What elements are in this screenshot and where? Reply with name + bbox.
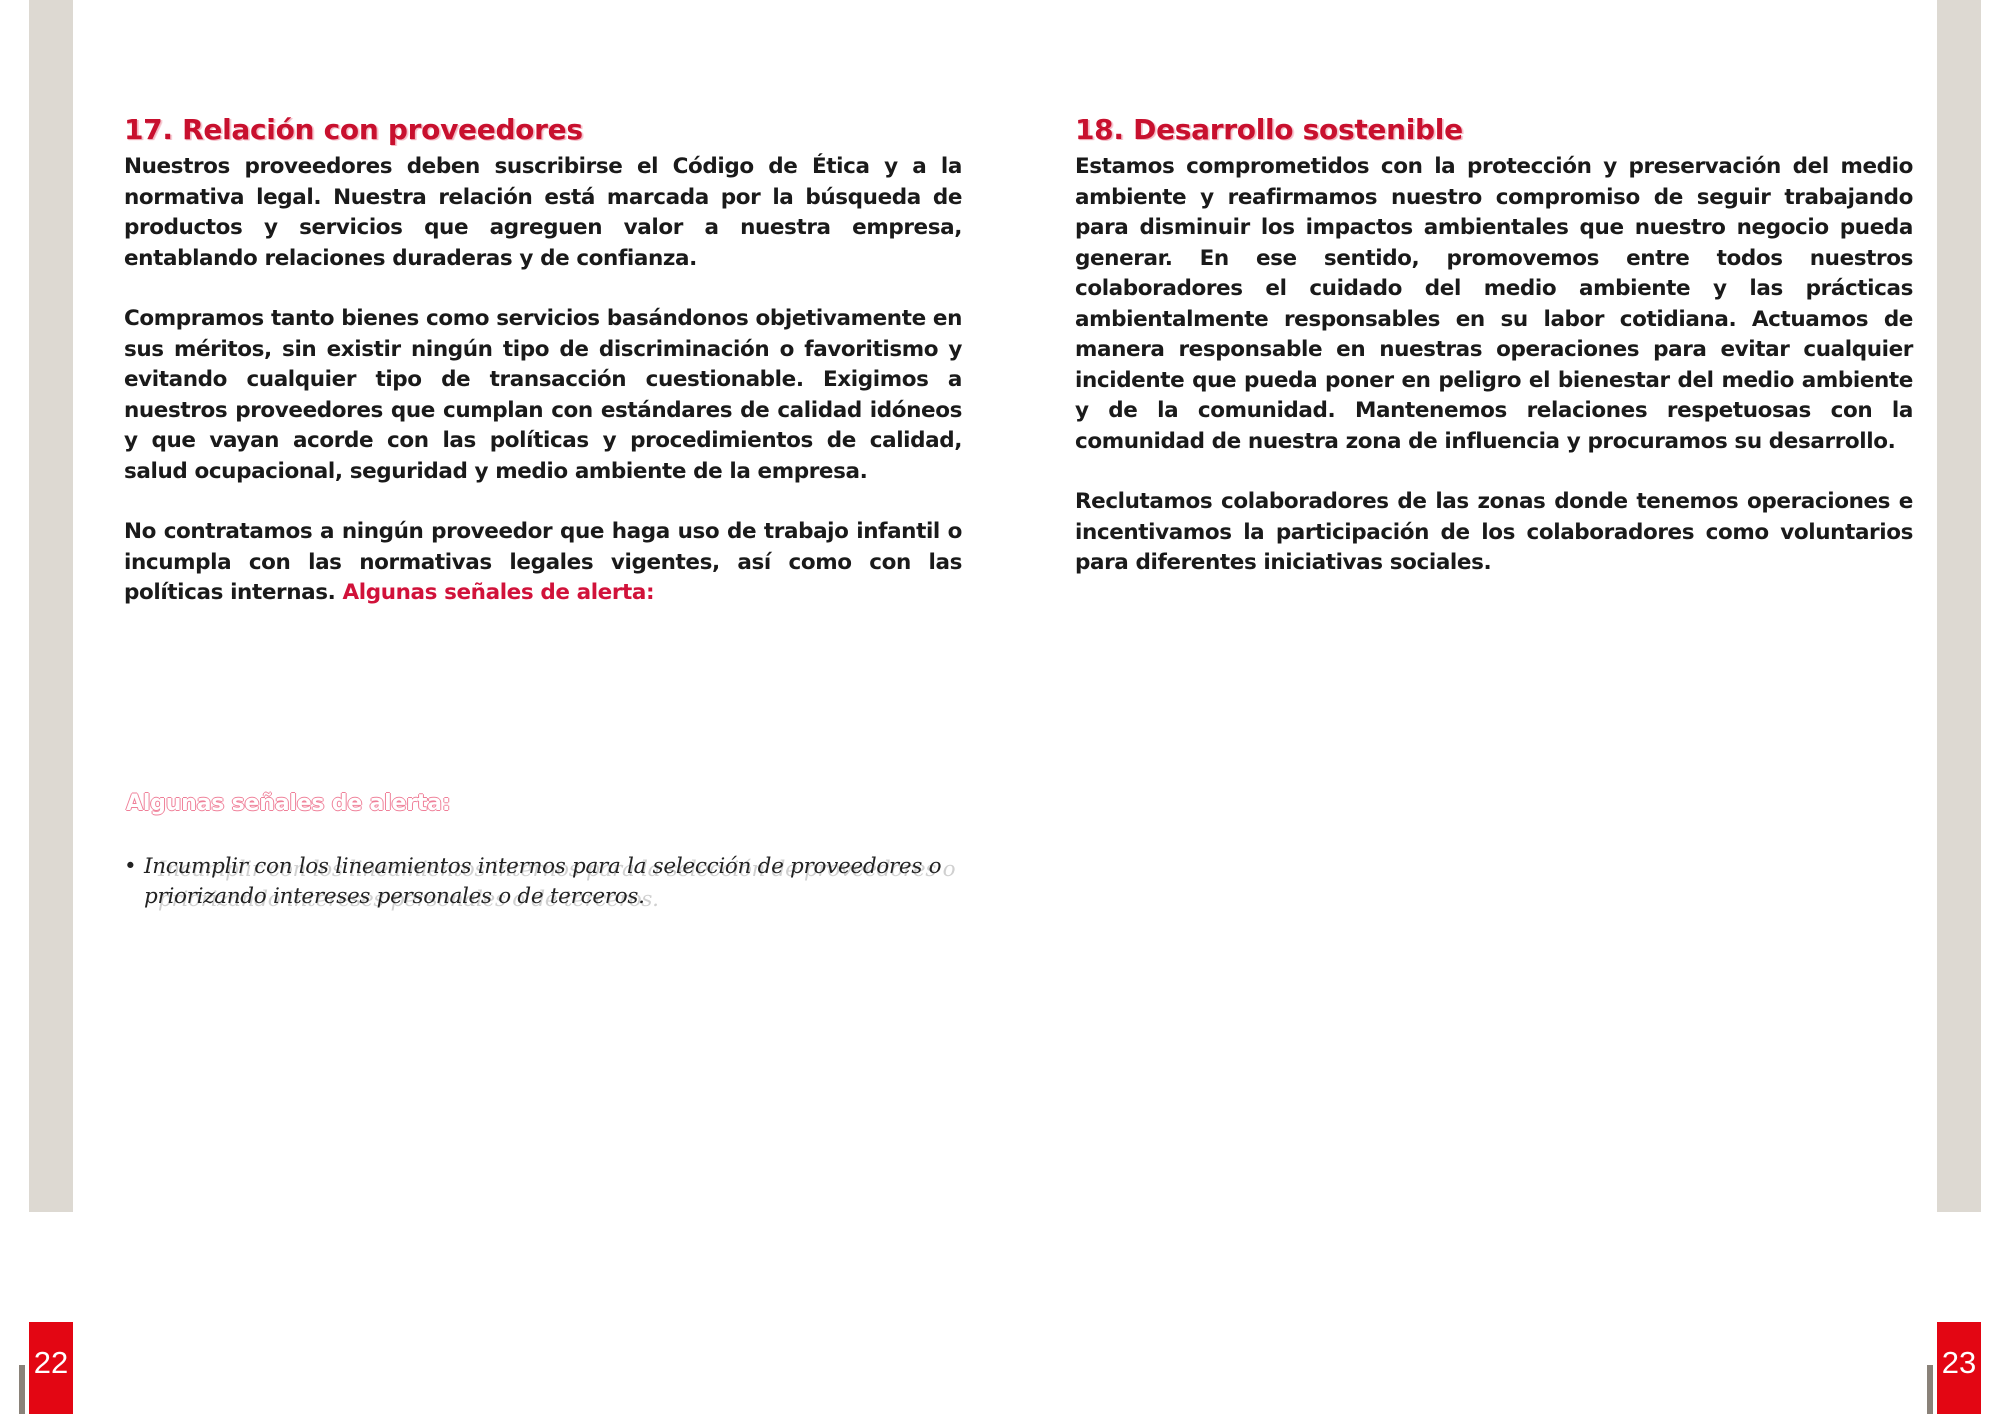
page-number-marker: [1927, 1365, 1933, 1414]
paragraph-text: No contratamos a ningún proveedor que haga uso de trabajo infantil o incumpla con las normativas legales vigentes, así como con las políticas internas.: [124, 519, 962, 605]
page-number-right: 23: [1937, 1322, 1981, 1414]
bullet-text: Incumplir con los lineamientos internos para la selección de proveedores o priorizando intereses personales o de terceros.: [144, 854, 942, 909]
list-item: [124, 852, 944, 912]
right-page-column: [1075, 112, 1913, 609]
section-title-relacion-proveedores: 17. Relación con proveedores: [124, 113, 583, 146]
alert-signals-heading: Algunas señales de alerta:: [126, 791, 451, 816]
left-page-column: [124, 112, 962, 639]
alert-bullet-list: [124, 852, 944, 912]
page-number-left: 22: [29, 1322, 73, 1414]
page-number-marker: [19, 1365, 25, 1414]
paragraph: Compramos tanto bienes como servicios basándonos objetivamente en sus méritos, sin existir ningún tipo de discriminación o favoritismo y evitando cualquier tipo de transacción cuestionable. Exigimos a nuestros proveedores que cumplan con estándares de calidad idóneos y que vayan acorde con las políticas y procedimientos de calidad, salud ocupacional, seguridad y medio ambiente de la empresa.: [124, 306, 962, 484]
paragraph: [124, 517, 962, 609]
paragraph: Estamos comprometidos con la protección y preservación del medio ambiente y reafirmamos nuestro compromiso de seguir trabajando para disminuir los impactos ambientales que nuestro negocio pueda generar. En ese sentido, promovemos entre todos nuestros colaboradores el cuidado del medio ambiente y las prácticas ambientalmente responsables en su labor cotidiana. Actuamos de manera responsable en nuestras operaciones para evitar cualquier incidente que pueda poner en peligro el bienestar del medio ambiente y de la comunidad. Mantenemos relaciones respetuosas con la comunidad de nuestra zona de influencia y procuramos su desarrollo.: [1075, 154, 1913, 454]
paragraph: Nuestros proveedores deben suscribirse el Código de Ética y a la normativa legal. Nuestra relación está marcada por la búsqueda de productos y servicios que agreguen valor a nuestra empresa, entablando relaciones duraderas y de confianza.: [124, 154, 962, 271]
bullet-icon: •: [124, 854, 137, 879]
paragraph: Reclutamos colaboradores de las zonas donde tenemos operaciones e incentivamos la participación de los colaboradores como voluntarios para diferentes iniciativas sociales.: [1075, 489, 1913, 575]
left-margin-bar: [29, 0, 73, 1212]
alert-signals-label: Algunas señales de alerta:: [342, 580, 655, 605]
right-margin-bar: [1937, 0, 1981, 1212]
section-title-desarrollo-sostenible: 18. Desarrollo sostenible: [1075, 113, 1463, 146]
